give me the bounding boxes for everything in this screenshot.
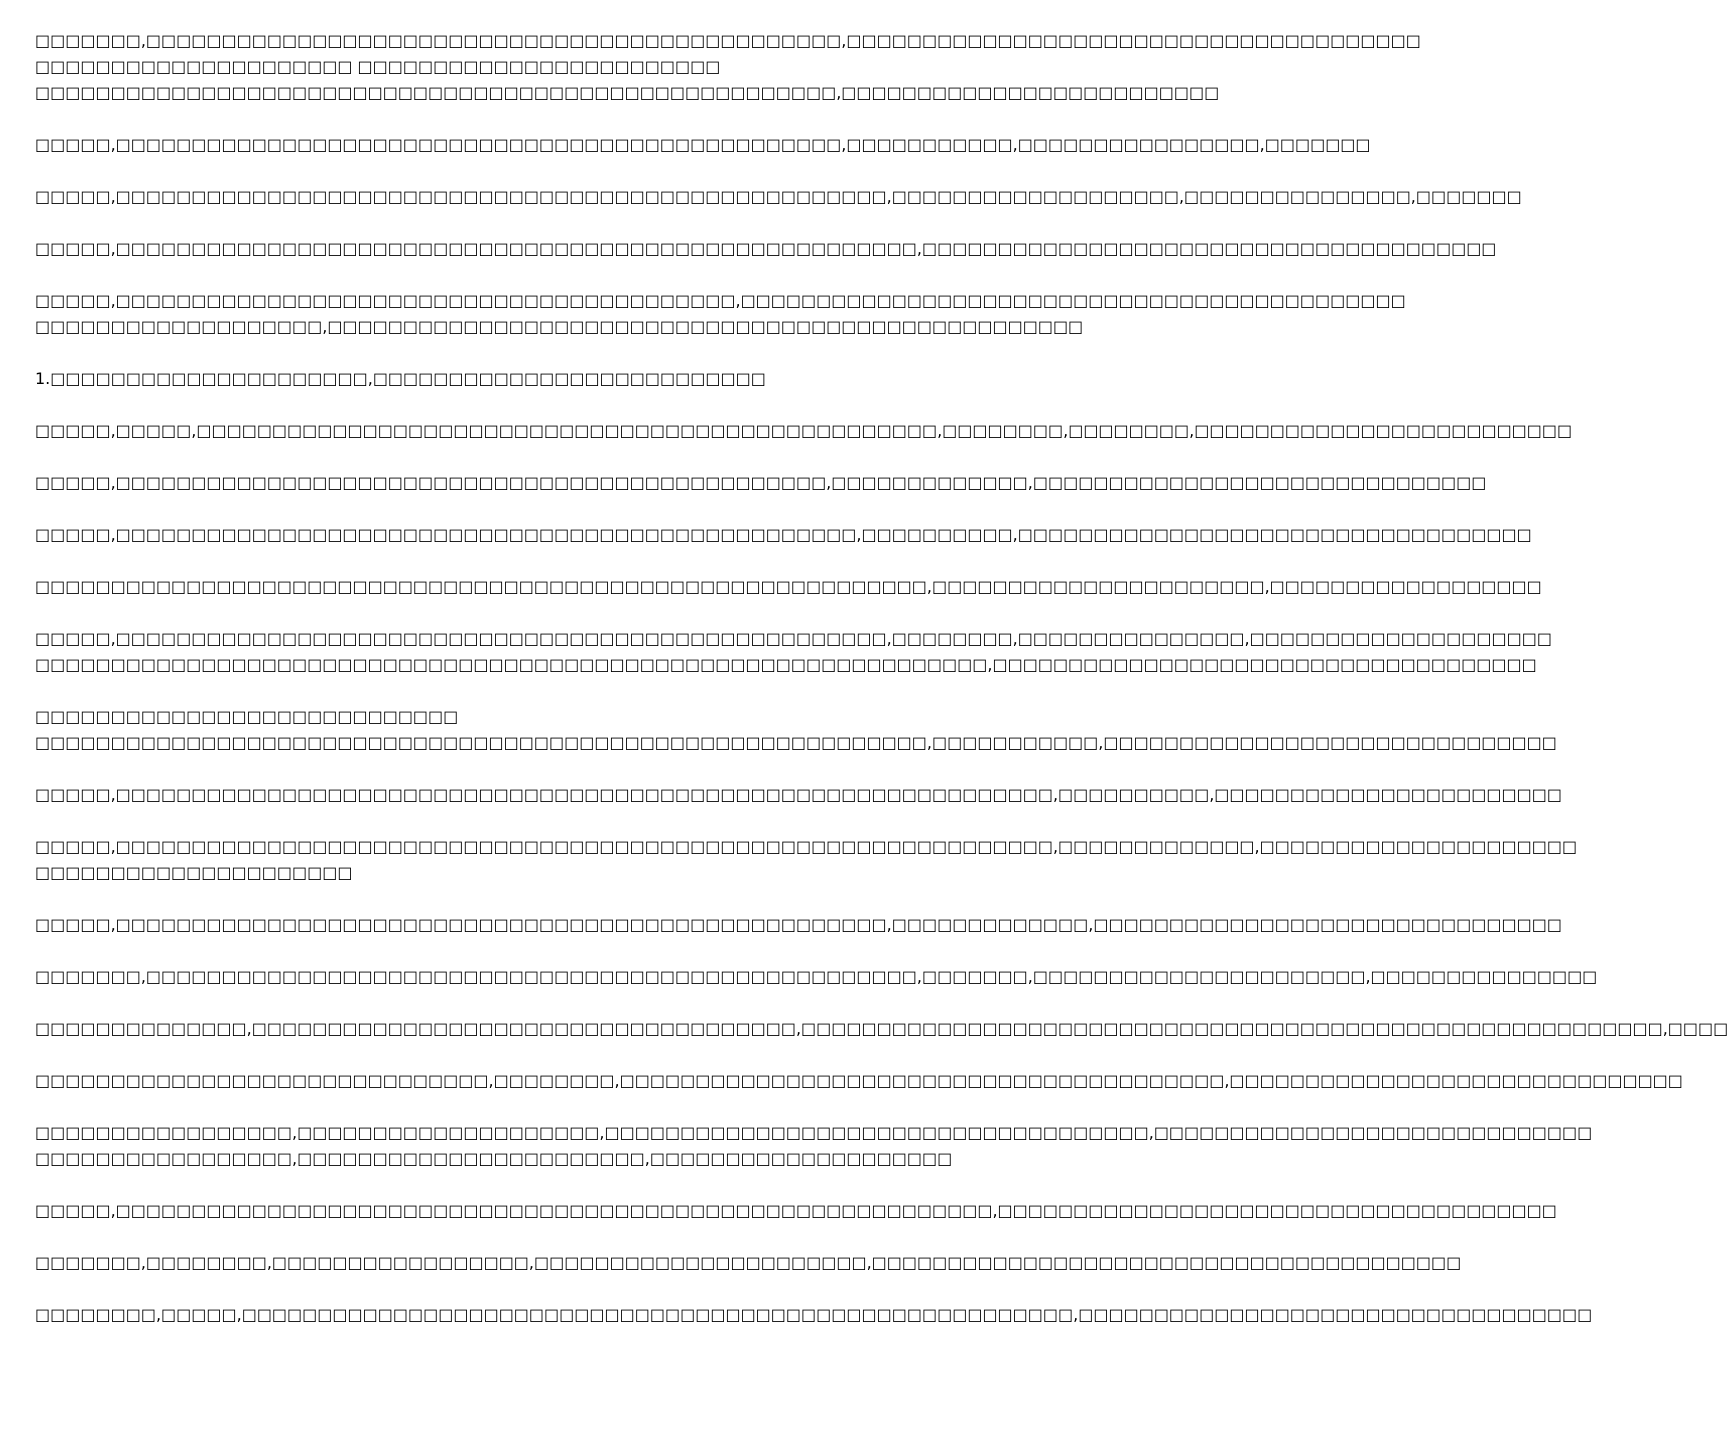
paragraph-gap — [35, 340, 990, 366]
text-line: □□□□□,□□□□□□□□□□□□□□□□□□□□□□□□□□□□□□□□□□□□□□□□□□□□□□□□□□□□□,□□□□□□□□□□□□□□□□□□□□□□□□□□□□□□□□□□□□□□ — [35, 239, 1497, 258]
text-line: □□□□□□□□□□□□□□□□□□□□□□□□□□□□□□□□□□□□□□□□□□□□□□□□□□□□□□□□□□□,□□□□□□□□□□□,□□□□□□□□□□□□□□□□□□□□□□□□□□□□□□ — [35, 733, 1557, 752]
text-line: □□□□□,□□□□□□□□□□□□□□□□□□□□□□□□□□□□□□□□□□□□□□□□□□□□□□□,□□□□□□□□□□□□□,□□□□□□□□□□□□□□□□□□□□□□□□□□□□□□ — [35, 473, 1487, 492]
text-line: □□□□□,□□□□□□□□□□□□□□□□□□□□□□□□□□□□□□□□□□□□□□□□□□□□□□□□□□□□□□□□□□□□□□,□□□□□□□□□□□□□,□□□□□□□□□□□□□□□□□□□□□ — [35, 837, 1578, 856]
text-line: □□□□□,□□□□□,□□□□□□□□□□□□□□□□□□□□□□□□□□□□□□□□□□□□□□□□□□□□□□□□□,□□□□□□□□,□□□□□□□□,□□□□□□□□□□□□□□□□□□□□□□□□□ — [35, 421, 1573, 440]
text-line: □□□□□,□□□□□□□□□□□□□□□□□□□□□□□□□□□□□□□□□□□□□□□□□,□□□□□□□□□□□□□□□□□□□□□□□□□□□□□□□□□□□□□□□□□□□□ — [35, 291, 1406, 310]
paragraph-gap — [35, 106, 990, 132]
text-line: □□□□□□□□,□□□□□,□□□□□□□□□□□□□□□□□□□□□□□□□□□□□□□□□□□□□□□□□□□□□□□□□□□□□□□,□□□□□□□□□□□□□□□□□□□□□□□□□□□□□□□□□□ — [35, 1305, 1593, 1324]
text-line: 1.□□□□□□□□□□□□□□□□□□□□□,□□□□□□□□□□□□□□□□□□□□□□□□□□ — [35, 369, 766, 388]
paragraph-gap — [35, 1094, 990, 1120]
text-line: □□□□□,□□□□□□□□□□□□□□□□□□□□□□□□□□□□□□□□□□□□□□□□□□□□□□□□□□□□□□□□□□□□□□,□□□□□□□□□□,□□□□□□□□□□□□□□□□□□□□□□□ — [35, 785, 1562, 804]
text-line: □□□□□□□□□□□□□□□□□□□□□□□□□□□□□□□□□□□□□□□□□□□□□□□□□□□□□□□□□□□□□□□,□□□□□□□□□□□□□□□□□□□□□□□□□□□□□□□□□□□□ — [35, 655, 1537, 674]
text-line: □□□□□□□□□□□□□□□□□□□,□□□□□□□□□□□□□□□□□□□□□□□□□□□□□□□□□□□□□□□□□□□□□□□□□□ — [35, 317, 1084, 336]
text-line: □□□□□□□,□□□□□□□□□□□□□□□□□□□□□□□□□□□□□□□□□□□□□□□□□□□□□□□□□□□,□□□□□□□,□□□□□□□□□□□□□□□□□□□□□□,□□□□□□□□□□□□□□□ — [35, 967, 1598, 986]
text-line: □□□□□□□□□□□□□□□□□□□□□ — [35, 863, 353, 882]
paragraph-gap — [35, 1224, 990, 1250]
document-body — [35, 28, 1728, 1438]
text-line: □□□□□□□□□□□□□□,□□□□□□□□□□□□□□□□□□□□□□□□□□□□□□□□□□□□,□□□□□□□□□□□□□□□□□□□□□□□□□□□□□□□□□□□□□□□□□□□□□□□□□□□□□□□□□,□□□□ — [35, 1019, 1728, 1038]
paragraph-gap — [35, 1042, 990, 1068]
text-line: □□□□□□□□□□□□□□□□□□□□□□□□□□□□□□□□□□□□□□□□□□□□□□□□□□□□□□□□□□□,□□□□□□□□□□□□□□□□□□□□□□,□□□□□□□□□□□□□□□□□□ — [35, 577, 1542, 596]
paragraph-gap — [35, 548, 990, 574]
paragraph-gap — [35, 886, 990, 912]
text-line: □□□□□,□□□□□□□□□□□□□□□□□□□□□□□□□□□□□□□□□□□□□□□□□□□□□□□□□□□□□□□□□□,□□□□□□□□□□□□□□□□□□□□□□□□□□□□□□□□□□□□□ — [35, 1201, 1557, 1220]
text-line: □□□□□,□□□□□□□□□□□□□□□□□□□□□□□□□□□□□□□□□□□□□□□□□□□□□□□□□□□,□□□□□□□□□□□□□,□□□□□□□□□□□□□□□□□□□□□□□□□□□□□□□ — [35, 915, 1562, 934]
paragraph-gap — [35, 938, 990, 964]
paragraph-gap — [35, 990, 990, 1016]
paragraph-gap — [35, 678, 990, 704]
paragraph-gap — [35, 262, 990, 288]
text-line: □□□□□□□□□□□□□□□□□□□□□□□□□□□□□□□□□□□□□□□□□□□□□□□□□□□□□,□□□□□□□□□□□□□□□□□□□□□□□□□ — [35, 83, 1220, 102]
paragraph-gap — [35, 600, 990, 626]
paragraph-gap — [35, 210, 990, 236]
paragraph-gap — [35, 1172, 990, 1198]
text-line: □□□□□,□□□□□□□□□□□□□□□□□□□□□□□□□□□□□□□□□□□□□□□□□□□□□□□□□□□,□□□□□□□□□□□□□□□□□□□,□□□□□□□□□□□□□□□,□□□□□□□ — [35, 187, 1522, 206]
paragraph-gap — [35, 496, 990, 522]
text-line: □□□□□□□□□□□□□□□□□□□□□□□□□□□□□□,□□□□□□□□,□□□□□□□□□□□□□□□□□□□□□□□□□□□□□□□□□□□□□□□□,□□□□□□□□□□□□□□□□□□□□□□□□□□□□□□ — [35, 1071, 1683, 1090]
paragraph-gap — [35, 1276, 990, 1302]
text-line: □□□□□,□□□□□□□□□□□□□□□□□□□□□□□□□□□□□□□□□□□□□□□□□□□□□□□□,□□□□□□□□□□□,□□□□□□□□□□□□□□□□,□□□□□□□ — [35, 135, 1371, 154]
text-line: □□□□□□□,□□□□□□□□□□□□□□□□□□□□□□□□□□□□□□□□□□□□□□□□□□□□□□,□□□□□□□□□□□□□□□□□□□□□□□□□□□□□□□□□□□□□□ — [35, 31, 1421, 50]
text-line: □□□□□,□□□□□□□□□□□□□□□□□□□□□□□□□□□□□□□□□□□□□□□□□□□□□□□□□,□□□□□□□□□□,□□□□□□□□□□□□□□□□□□□□□□□□□□□□□□□□□□ — [35, 525, 1532, 544]
text-line: □□□□□□□□□□□□□□□□□,□□□□□□□□□□□□□□□□□□□□,□□□□□□□□□□□□□□□□□□□□□□□□□□□□□□□□□□□□,□□□□□□□□□□□□□□□□□□□□□□□□□□□□□ — [35, 1123, 1593, 1142]
text-line: □□□□□□□□□□□□□□□□□□□□□ □□□□□□□□□□□□□□□□□□□□□□□□ — [35, 57, 721, 76]
paragraph-gap — [35, 444, 990, 470]
paragraph-gap — [35, 392, 990, 418]
paragraph-gap — [35, 158, 990, 184]
text-line: □□□□□□□,□□□□□□□□,□□□□□□□□□□□□□□□□□,□□□□□□□□□□□□□□□□□□□□□□,□□□□□□□□□□□□□□□□□□□□□□□□□□□□□□□□□□□□□□□ — [35, 1253, 1462, 1272]
text-line: □□□□□□□□□□□□□□□□□,□□□□□□□□□□□□□□□□□□□□□□□,□□□□□□□□□□□□□□□□□□□□ — [35, 1149, 953, 1168]
text-line: □□□□□□□□□□□□□□□□□□□□□□□□□□□□ — [35, 707, 459, 726]
paragraph-gap — [35, 808, 990, 834]
paragraph-gap — [35, 756, 990, 782]
text-line: □□□□□,□□□□□□□□□□□□□□□□□□□□□□□□□□□□□□□□□□□□□□□□□□□□□□□□□□□,□□□□□□□□,□□□□□□□□□□□□□□□,□□□□□□□□□□□□□□□□□□□□ — [35, 629, 1552, 648]
